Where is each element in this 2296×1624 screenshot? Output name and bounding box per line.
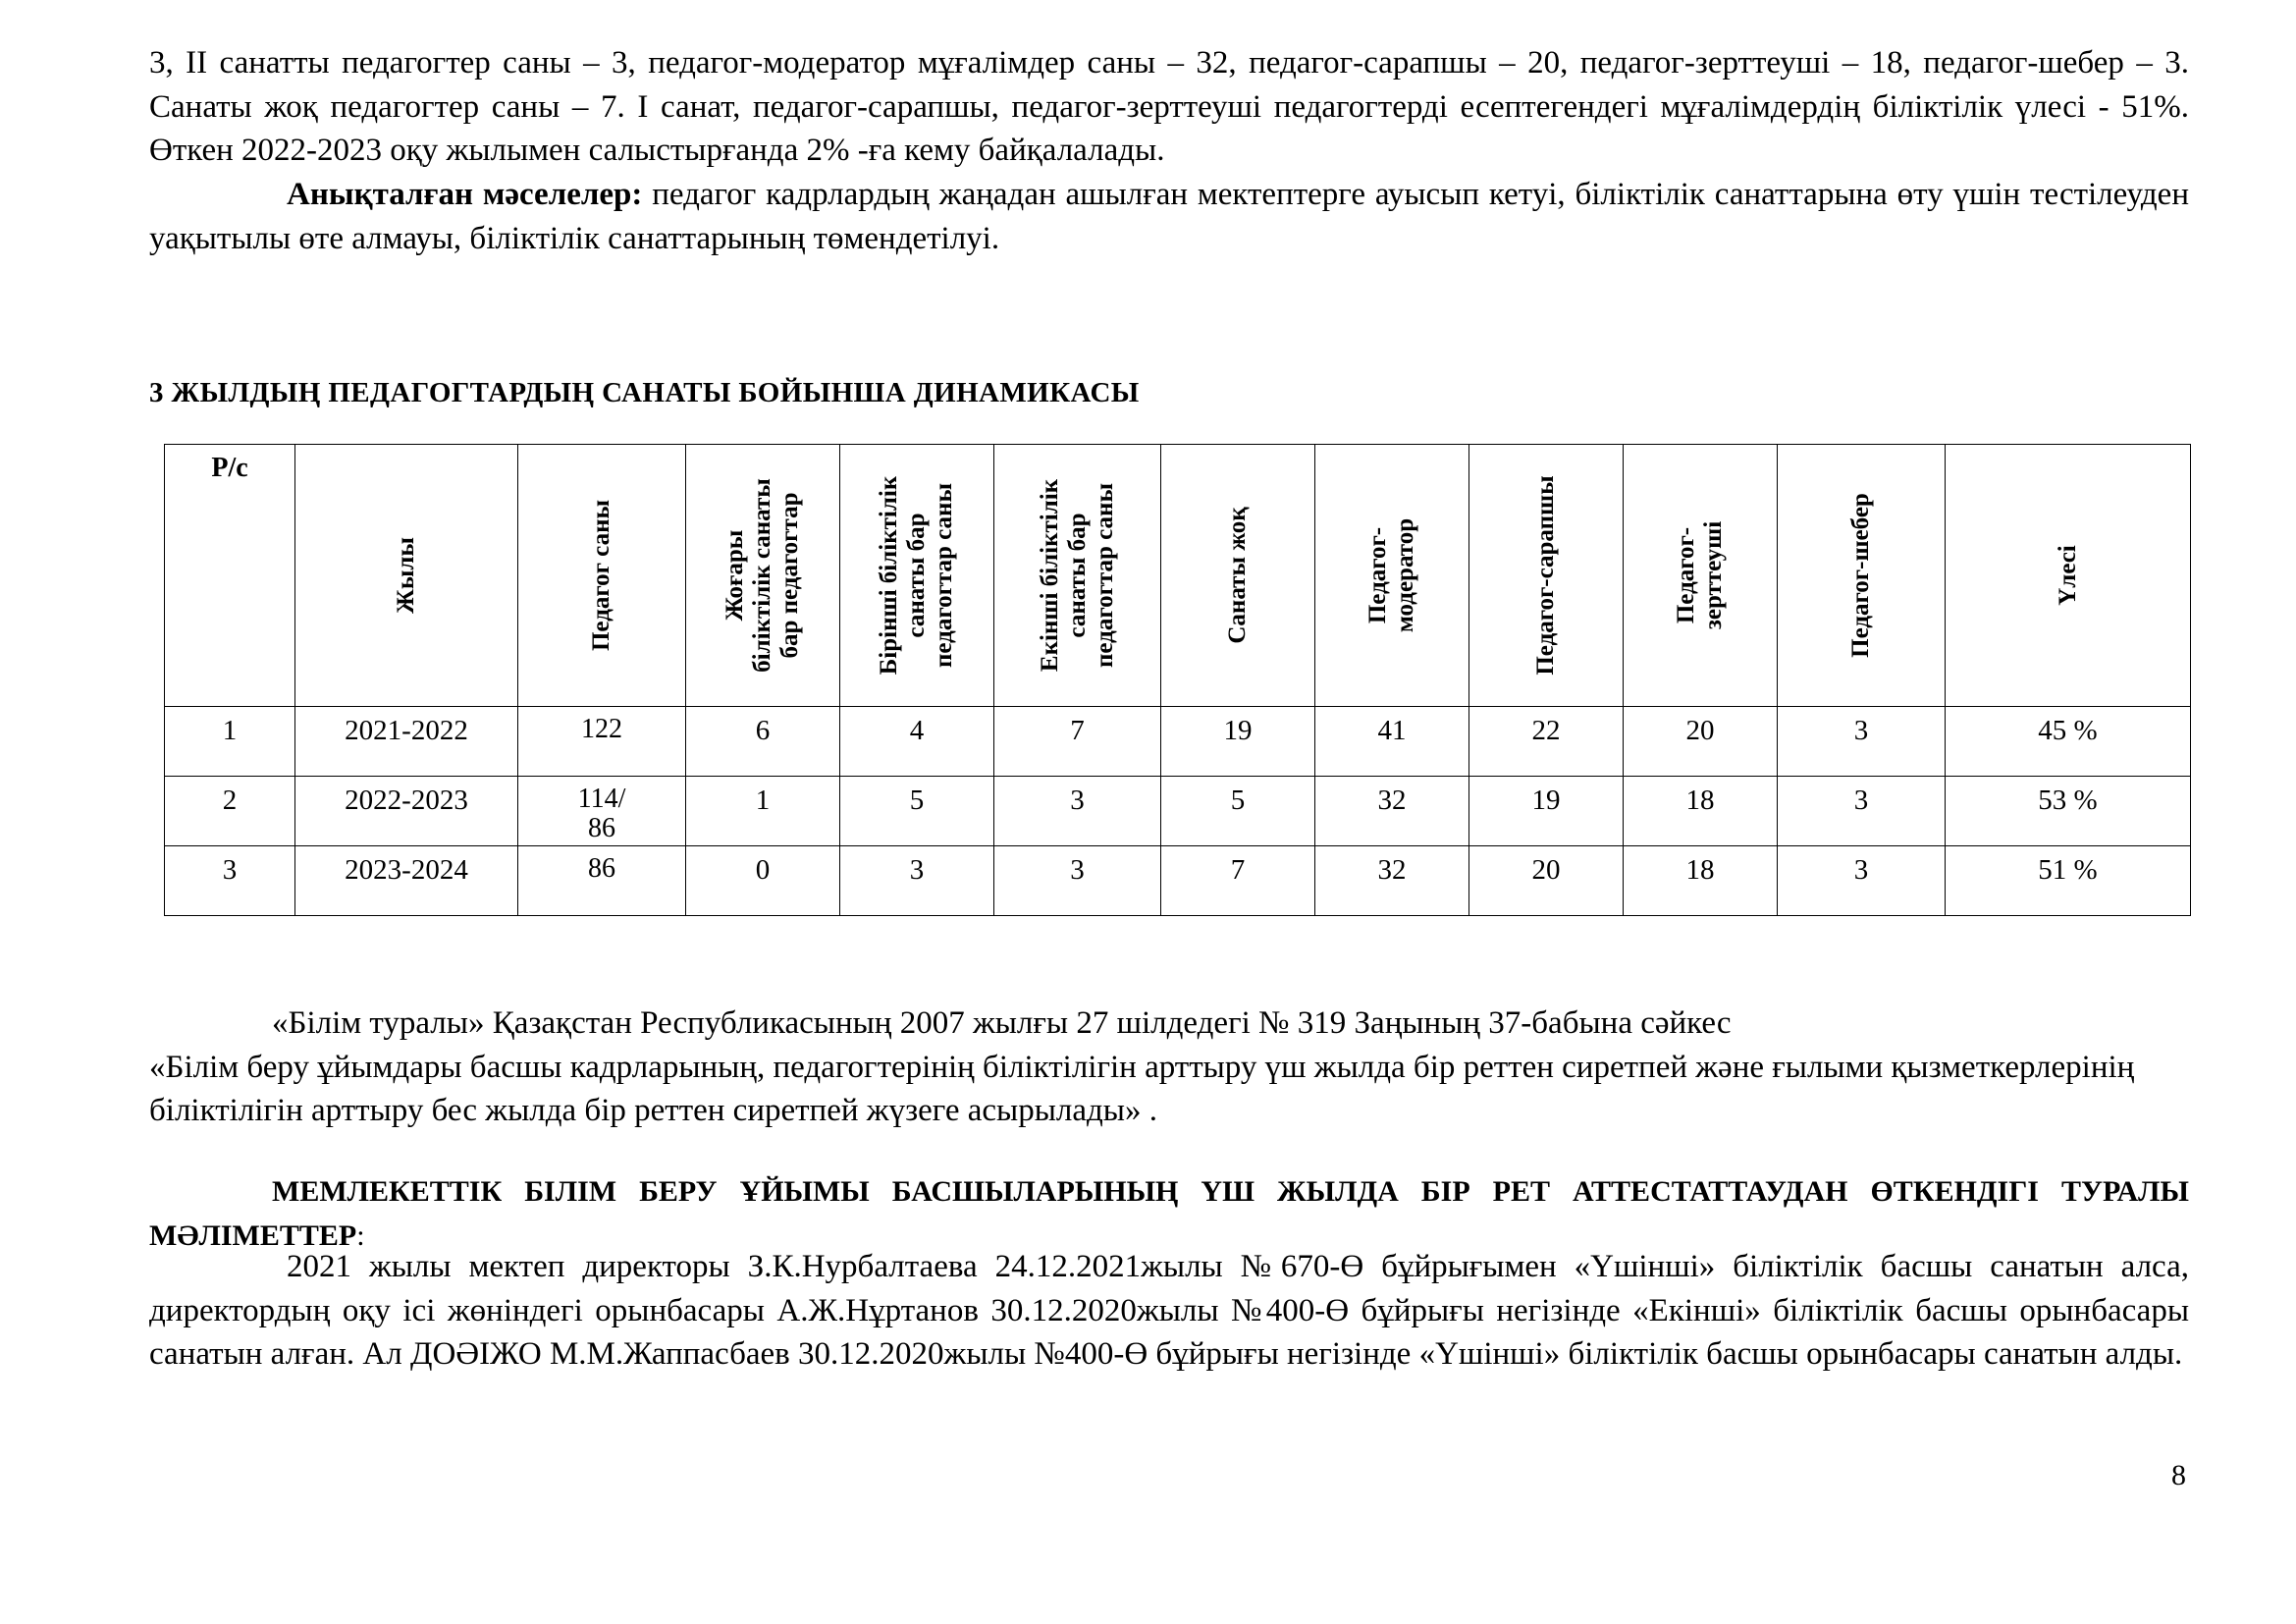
cell-none: 7 bbox=[1161, 846, 1315, 916]
paragraph-identified-issues bbox=[149, 173, 2189, 260]
table-title: 3 ЖЫЛДЫҢ ПЕДАГОГТАРДЫҢ САНАТЫ БОЙЫНША ДИНАМИКАСЫ bbox=[149, 377, 1140, 408]
header-no-category: Санаты жоқ bbox=[1161, 445, 1315, 707]
cell-none: 5 bbox=[1161, 777, 1315, 846]
cell-rc: 2 bbox=[165, 777, 295, 846]
cell-moderator: 41 bbox=[1315, 707, 1469, 777]
paragraph-law-reference: «Білім туралы» Қазақстан Республикасының 2007 жылғы 27 шілдедегі № 319 Заңының 37-бабына сәйкес «Білім беру ұйымдары басшы кадрларының, педагогтерінің біліктілігін арттыру үш жылда бір реттен сиретпей және ғылыми қызметкерлерінің біліктілігін арттыру бес жылда бір реттен сиретпей жүзеге асырылады» . bbox=[149, 1005, 2135, 1128]
cell-moderator: 32 bbox=[1315, 777, 1469, 846]
cell-count: 122 bbox=[518, 707, 686, 777]
cell-researcher: 20 bbox=[1624, 707, 1778, 777]
header-expert: Педагог-сарапшы bbox=[1469, 445, 1624, 707]
issues-label: Анықталған мәселелер: bbox=[287, 177, 643, 212]
section-title: МЕМЛЕКЕТТІК БІЛІМ БЕРУ ҰЙЫМЫ БАСШЫЛАРЫНЫҢ ҮШ ЖЫЛДА БІР РЕТ АТТЕСТАТТАУДАН ӨТКЕНДІГІ ТУРАЛЫ МӘЛІМЕТТЕР: bbox=[149, 1175, 2189, 1252]
cell-second: 7 bbox=[994, 707, 1161, 777]
cell-count: 114/ 86 bbox=[518, 777, 686, 846]
cell-expert: 20 bbox=[1469, 846, 1624, 916]
header-first-category: Бірінші біліктілік санаты бар педагогтар саны bbox=[840, 445, 994, 707]
category-dynamics-table bbox=[164, 444, 2191, 916]
cell-first: 5 bbox=[840, 777, 994, 846]
issues-text: педагог кадрлардың жаңадан ашылған мектептерге ауысып кетуі, біліктілік санаттарына өту үшін тестілеуден уақытылы өте алмауы, біліктілік санаттарының төмендетілуі. bbox=[149, 177, 2189, 256]
cell-master: 3 bbox=[1778, 846, 1946, 916]
header-higher-category: Жоғары біліктілік санаты бар педагогтар bbox=[686, 445, 840, 707]
cell-second: 3 bbox=[994, 846, 1161, 916]
cell-higher: 6 bbox=[686, 707, 840, 777]
cell-share: 53 % bbox=[1946, 777, 2191, 846]
cell-higher: 1 bbox=[686, 777, 840, 846]
cell-researcher: 18 bbox=[1624, 846, 1778, 916]
table-header-row bbox=[165, 445, 2191, 707]
cell-moderator: 32 bbox=[1315, 846, 1469, 916]
cell-rc: 1 bbox=[165, 707, 295, 777]
cell-year: 2022-2023 bbox=[295, 777, 518, 846]
header-teacher-count: Педагог саны bbox=[518, 445, 686, 707]
page-number: 8 bbox=[2171, 1459, 2186, 1491]
cell-share: 45 % bbox=[1946, 707, 2191, 777]
cell-researcher: 18 bbox=[1624, 777, 1778, 846]
cell-master: 3 bbox=[1778, 707, 1946, 777]
cell-expert: 19 bbox=[1469, 777, 1624, 846]
cell-expert: 22 bbox=[1469, 707, 1624, 777]
cell-master: 3 bbox=[1778, 777, 1946, 846]
cell-rc: 3 bbox=[165, 846, 295, 916]
paragraph-director-attestation: 2021 жылы мектеп директоры З.К.Нурбалтаева 24.12.2021жылы №670-Ө бұйрығымен «Үшінші» біліктілік басшы санатын алса, директордың оқу ісі жөніндегі орынбасары А.Ж.Нұртанов 30.12.2020жылы №400-Ө бұйрығы негізінде «Екінші» біліктілік басшы орынбасары санатын алған. Ал ДОӘІЖО М.М.Жаппасбаев 30.12.2020жылы №400-Ө бұйрығы негізінде «Үшінші» біліктілік басшы орынбасары санатын алды. bbox=[149, 1249, 2189, 1372]
cell-count: 86 bbox=[518, 846, 686, 916]
cell-share: 51 % bbox=[1946, 846, 2191, 916]
header-year: Жылы bbox=[295, 445, 518, 707]
header-share: Үлесі bbox=[1946, 445, 2191, 707]
cell-higher: 0 bbox=[686, 846, 840, 916]
header-second-category: Екінші біліктілік санаты бар педагогтар саны bbox=[994, 445, 1161, 707]
table-row bbox=[165, 707, 2191, 777]
cell-none: 19 bbox=[1161, 707, 1315, 777]
cell-year: 2021-2022 bbox=[295, 707, 518, 777]
cell-year: 2023-2024 bbox=[295, 846, 518, 916]
header-master: Педагог-шебер bbox=[1778, 445, 1946, 707]
header-rc: Р/с bbox=[165, 445, 295, 707]
header-researcher: Педагог- зерттеуші bbox=[1624, 445, 1778, 707]
table-row bbox=[165, 846, 2191, 916]
cell-second: 3 bbox=[994, 777, 1161, 846]
paragraph-teacher-counts: 3, II санатты педагогтер саны – 3, педагог-модератор мұғалімдер саны – 32, педагог-сарапшы – 20, педагог-зерттеуші – 18, педагог-шебер – 3. Санаты жоқ педагогтер саны – 7. I санат, педагог-сарапшы, педагог-зерттеуші педагогтерді есептегендегі мұғалімдердің біліктілік үлесі - 51%. Өткен 2022-2023 оқу жылымен салыстырғанда 2% -ға кему байқалалады. bbox=[149, 45, 2189, 168]
table-row bbox=[165, 777, 2191, 846]
header-moderator: Педагог- модератор bbox=[1315, 445, 1469, 707]
cell-first: 3 bbox=[840, 846, 994, 916]
cell-first: 4 bbox=[840, 707, 994, 777]
